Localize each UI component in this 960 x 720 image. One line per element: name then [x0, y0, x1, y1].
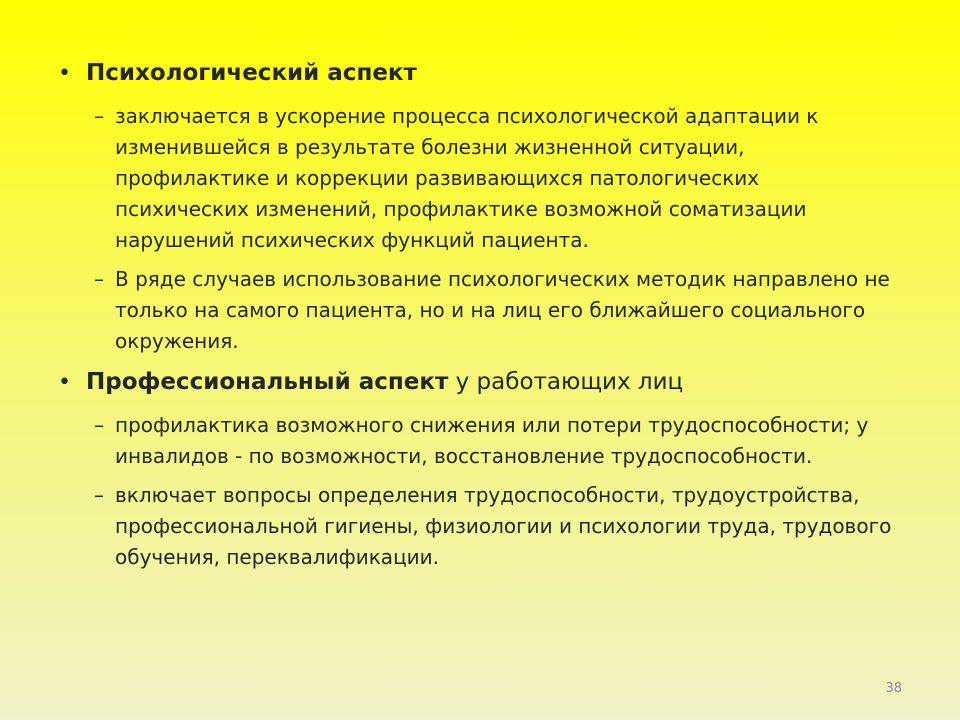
- page-number: 38: [885, 681, 902, 696]
- bullet-heading: [86, 365, 683, 399]
- dash-marker: –: [94, 267, 104, 291]
- bullet-title-suffix: у работающих лиц: [448, 369, 684, 395]
- sub-item: [94, 410, 918, 472]
- bullet-professional-aspect: [58, 365, 918, 400]
- sub-item-text: профилактика возможного снижения или потери трудоспособности; у инвалидов - по возможности, восстановление трудоспособности.: [115, 413, 869, 468]
- sub-item: [94, 264, 918, 357]
- sub-item: [94, 101, 918, 256]
- slide-content: [58, 56, 918, 581]
- sub-item-text: заключается в ускорение процесса психологической адаптации к изменившейся в результате болезни жизненной ситуации, профилактике и коррекции развивающихся патологических психических изменений, профилактике возможной соматизации нарушений психических функций пациента.: [115, 104, 819, 252]
- bullet-title: Профессиональный аспект: [86, 369, 449, 395]
- sub-item-text: В ряде случаев использование психологических методик направлено не только на самого пациента, но и на лиц его ближайшего социального окружения.: [115, 267, 890, 353]
- sub-item: [94, 480, 918, 573]
- dash-marker: –: [94, 104, 104, 128]
- bullet-heading: [86, 56, 417, 90]
- dash-marker: –: [94, 483, 104, 507]
- sub-item-text: включает вопросы определения трудоспособности, трудоустройства, профессиональной гигиены, физиологии и психологии труда, трудового обучения, переквалификации.: [115, 483, 892, 569]
- bullet-marker: •: [58, 61, 71, 86]
- bullet-title: Психологический аспект: [86, 60, 417, 86]
- bullet-marker: •: [58, 370, 71, 395]
- bullet-psychological-aspect: [58, 56, 918, 91]
- dash-marker: –: [94, 413, 104, 437]
